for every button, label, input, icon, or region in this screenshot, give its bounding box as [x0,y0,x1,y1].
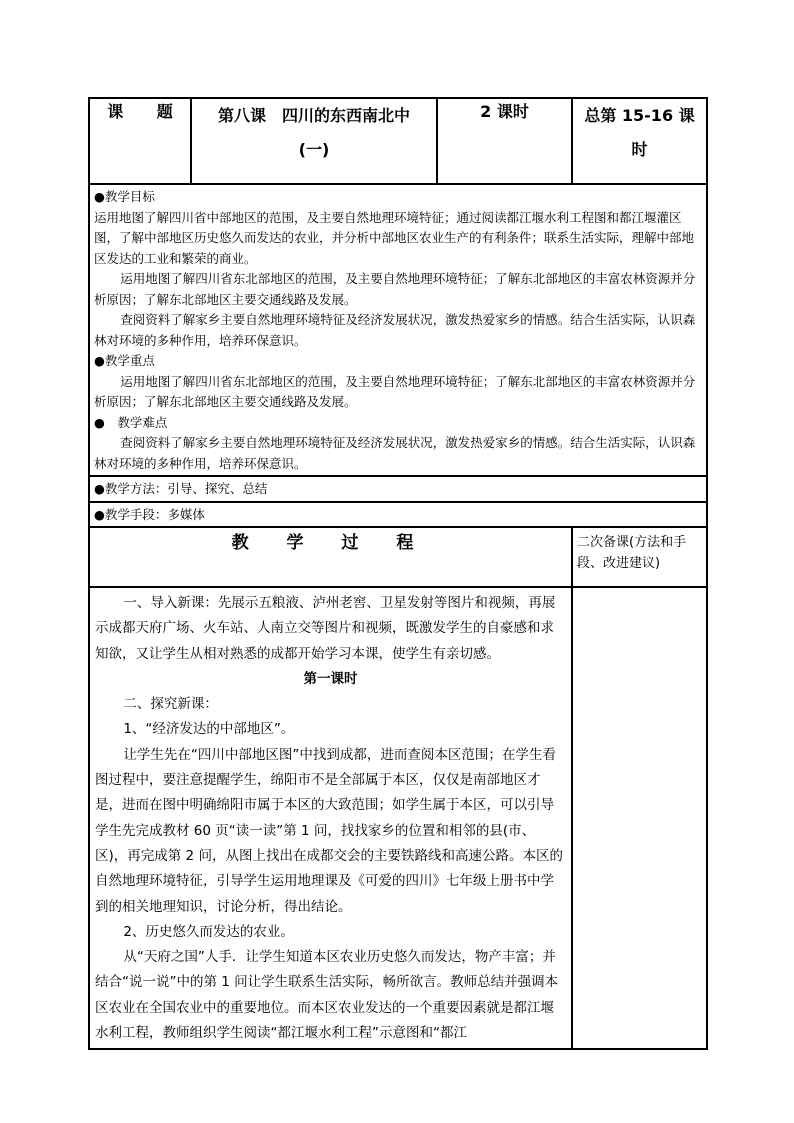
section-2-heading: 2、历史悠久而发达的农业。 [123,923,294,940]
total-lessons-line1: 总第 15-16 课 [584,106,695,125]
goals-text-3: 查阅资料了解家乡主要自然地理环境特征及经济发展状况，激发热爱家乡的情感。结合生活实际，认识森林对环境的多种作用，培养环保意识。 [94,312,696,348]
class-hours: 2 课时 [437,98,572,184]
section-1-heading: 1、“经济发达的中部地区”。 [123,721,295,738]
topic-label: 课 题 [89,98,191,184]
process-body-row [89,587,707,1049]
lesson-plan-table [88,97,708,1050]
second-preparation-notes [572,587,707,1049]
means-cell: ●教学手段：多媒体 [89,502,707,528]
explore-heading: 二、探究新课： [123,696,218,713]
goals-heading: ●教学目标 [94,189,155,204]
goals-text-2: 运用地图了解四川省东北部地区的范围，及主要自然地理环境特征；了解东北部地区的丰富农林资源并分析原因；了解东北部地区主要交通线路及发展。 [94,271,696,307]
lesson-title-line1: 第八课 四川的东西南北中 [217,106,410,125]
difficult-points-text: 查阅资料了解家乡主要自然地理环境特征及经济发展状况，激发热爱家乡的情感。结合生活实际，认识森林对环境的多种作用，培养环保意识。 [94,435,696,471]
lesson-title-line2: (一) [298,140,330,159]
key-points-heading: ●教学重点 [94,353,155,368]
process-heading: 教 学 过 程 [89,527,572,587]
key-points-text: 运用地图了解四川省东北部地区的范围，及主要自然地理环境特征；了解东北部地区的丰富农林资源并分析原因；了解东北部地区主要交通线路及发展。 [94,373,696,409]
means-row [89,502,707,528]
objectives-row [89,184,707,476]
process-title-row [89,527,707,587]
difficult-points-heading: ● 教学难点 [94,414,168,430]
total-lessons-line2: 时 [631,140,648,159]
intro-paragraph: 一、导入新课：先展示五粮液、泸州老窖、卫星发射等图片和视频，再展示成都天府广场、火车站、人南立交等图片和视频，既激发学生的自豪感和求知欲，又让学生从相对熟悉的成都开始学习本课，使学生有亲切感。 [95,595,556,662]
lesson-title [191,98,437,184]
goals-text-1: 运用地图了解四川省中部地区的范围，及主要自然地理环境特征；通过阅读都江堰水利工程图和都江堰灌区图，了解中部地区历史悠久而发达的农业，并分析中部地区农业生产的有利条件；联系生活实际，理解中部地区发达的工业和繁荣的商业。 [94,209,695,266]
second-preparation-heading: 二次备课(方法和手段、改进建议) [572,527,707,587]
section-2-text: 从“天府之国”人手．让学生知道本区农业历史悠久而发达，物产丰富；并结合“说一说”中的第 1 问让学生联系生活实际，畅所欲言。教师总结并强调本区农业在全国农业中的重要地位。而本区农业发达的一个重要因素就是都江堰水利工程，教师组织学生阅读“都江堰水利工程”示意图和“都江 [95,949,559,1042]
methods-cell: ●教学方法：引导、探究、总结 [89,476,707,502]
objectives-cell [89,184,707,476]
methods-row [89,476,707,502]
first-lesson-heading: 第一课时 [303,670,358,687]
section-1-text: 让学生先在“四川中部地区图”中找到成都，进而查阅本区范围；在学生看图过程中，要注意提醒学生，绵阳市不是全部属于本区，仅仅是南部地区才是，进而在图中明确绵阳市属于本区的大致范围；如学生属于本区，可以引导学生先完成教材 60 页“读一读”第 1 问，找找家乡的位置和相邻的县(市、区)，再完成第 2 问，从图上找出在成都交会的主要铁路线和高速公路。本区的自然地理环境特征，引导学生运用地理课及《可爱的四川》七年级上册书中学到的相关地理知识，讨论分析，得出结论。 [95,746,563,915]
header-row [89,98,707,184]
total-lessons [572,98,707,184]
process-body [89,587,572,1049]
